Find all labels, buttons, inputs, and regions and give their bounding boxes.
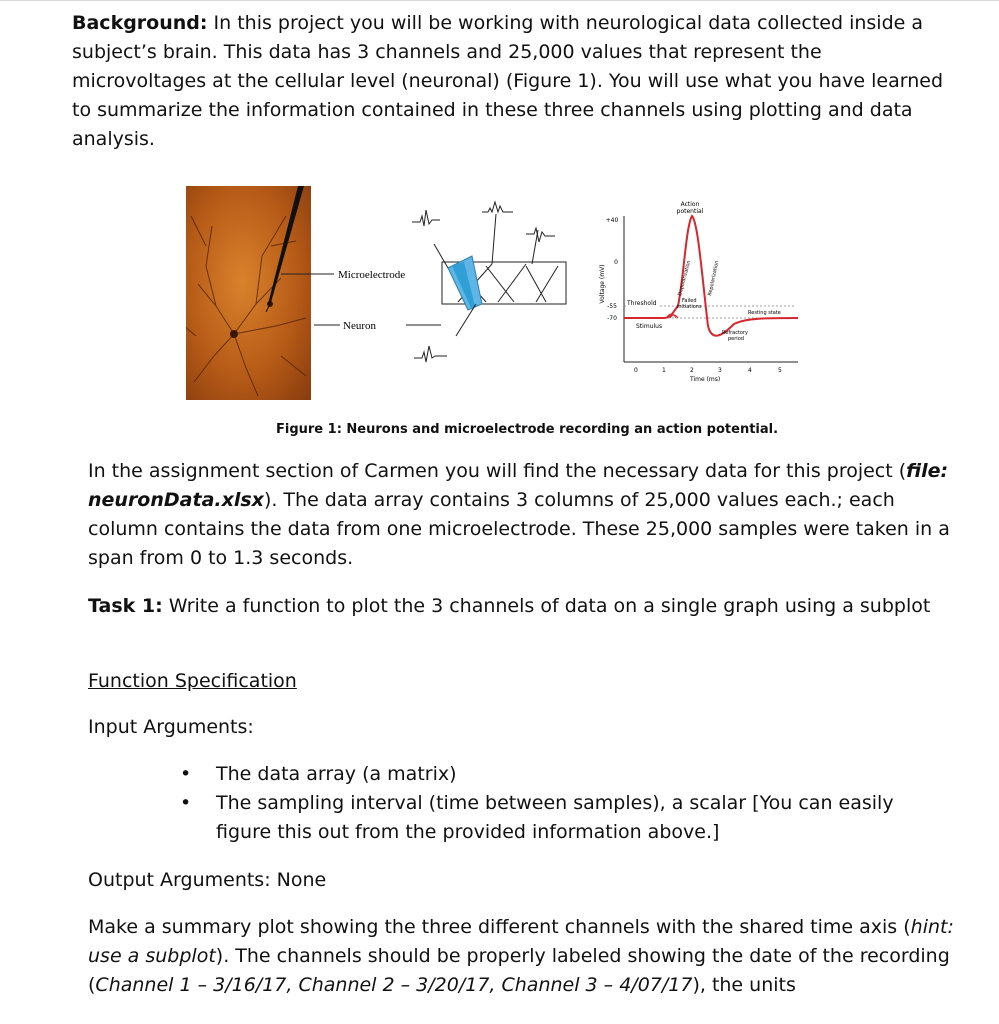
resting-state-label: Resting state — [748, 310, 781, 316]
figure-1 — [186, 186, 802, 400]
channel-dates: Channel 1 – 3/16/17, Channel 2 – 3/20/17, Channel 3 – 4/07/17 — [95, 974, 693, 996]
neuron-label: Neuron — [343, 320, 376, 332]
refractory-label-1: Refractory — [722, 330, 748, 336]
xtick-4: 4 — [748, 367, 752, 374]
xtick-2: 2 — [690, 367, 694, 374]
xtick-3: 3 — [718, 367, 722, 374]
top-border — [0, 0, 999, 1]
action-potential-label-2: potential — [676, 208, 704, 215]
ytick-minus70: -70 — [607, 315, 617, 322]
output-arguments-heading: Output Arguments: None — [88, 869, 327, 891]
task1-label: Task 1: — [88, 595, 163, 617]
background-text: In this project you will be working with neurological data collected inside a subject’s brain. This data has 3 channels and 25,000 values that represent the microvoltages at the cellular level (neuronal) (Figure 1). You will use what you have learned to summarize the information contained in these three channels using plotting and data analysis. — [72, 12, 944, 150]
graph-xlabel: Time (ms) — [690, 376, 721, 383]
input-arguments-list — [178, 760, 898, 847]
repolarization-label: Repolarization — [707, 260, 721, 297]
task1-paragraph: Task 1: Write a function to plot the 3 channels of data on a single graph using a subplot — [88, 595, 931, 617]
summary-paragraph: Make a summary plot showing the three different channels with the shared time axis (hint: use a subplot). The channels should be properly labeled showing the date of the recording (Channel 1 – 3/16/17, Channel 2 – 3/20/17, Channel 3 – 4/07/17), the units — [88, 916, 954, 996]
ytick-0: 0 — [614, 259, 618, 266]
failed-label-2: initiations — [677, 304, 702, 310]
action-potential-graph — [599, 201, 798, 383]
figure-caption: Figure 1: Neurons and microelectrode recording an action potential. — [276, 422, 779, 437]
electrode-zoom-diagram — [412, 202, 566, 362]
function-spec-heading: Function Specification — [88, 670, 297, 692]
data-file-name: file: neuronData.xlsx — [88, 460, 949, 511]
ytick-plus40: +40 — [605, 217, 619, 224]
assignment-paragraph: In the assignment section of Carmen you will find the necessary data for this project (file: neuronData.xlsx). The data array contains 3 columns of 25,000 values each.; each column contains the data from one microelectrode. These 25,000 samples were taken in a span from 0 to 1.3 seconds. — [88, 460, 950, 569]
list-item: • The data array (a matrix) — [178, 760, 898, 789]
list-item: • The sampling interval (time between samples), a scalar [You can easily figure this out from the provided information above.] — [178, 789, 898, 847]
failed-label-1: Failed — [682, 298, 697, 304]
background-label: Background: — [72, 12, 208, 34]
xtick-5: 5 — [778, 367, 782, 374]
stimulus-label: Stimulus — [636, 323, 663, 330]
microelectrode-label: Microelectrode — [338, 269, 406, 281]
xtick-0: 0 — [634, 367, 638, 374]
action-potential-label-1: Action — [680, 201, 700, 208]
refractory-label-2: period — [728, 336, 744, 342]
ytick-minus55: -55 — [607, 303, 617, 310]
background-paragraph — [72, 9, 952, 154]
subplot-hint: hint: use a subplot — [88, 916, 954, 967]
xtick-1: 1 — [662, 367, 666, 374]
input-arguments-heading: Input Arguments: — [88, 716, 254, 738]
threshold-label: Threshold — [627, 300, 657, 307]
depolarization-label: Depolarization — [677, 259, 693, 297]
neuron-cell-body — [230, 330, 238, 338]
graph-ylabel: Voltage (mV) — [599, 264, 606, 304]
